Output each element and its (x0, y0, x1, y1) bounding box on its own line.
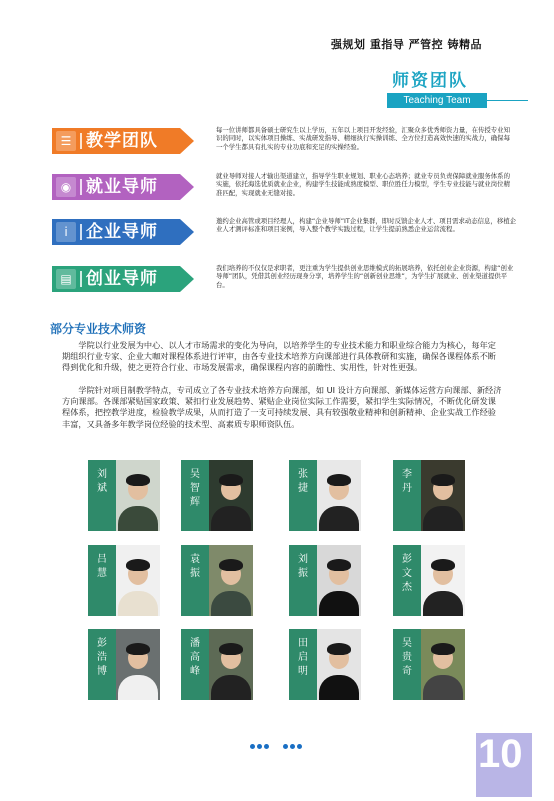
section-divider (476, 100, 528, 101)
category-tag (52, 174, 194, 200)
people-icon: ◉ (56, 177, 76, 197)
category-description: 每一位讲师都具备硕士研究生以上学历，五年以上项目开发经验，汇聚众多优秀师资力量，在传授专业知识的同时，以实体项目操练、实战研发指导、精细执行实操训练、全方位打造高效快速的实战力，确保每一个学生都具有扎实的专业功底和充足的实操经验。 (216, 126, 510, 151)
teacher-photo (289, 460, 361, 531)
teacher-name: 彭文杰 (402, 554, 412, 593)
teacher-photo (393, 629, 465, 700)
category-tag (52, 128, 194, 154)
header-motto: 强规划 重指导 严管控 铸精品 (331, 38, 482, 51)
category-employment (52, 170, 522, 210)
staff-paragraph-1: 学院以行业发展为中心、以人才市场需求的变化为导向，以培养学生的专业技术能力和职业综合能力为核心，每年定期组织行业专家、企业大咖对课程体系进行评审，由各专业技术培养方向课部进行具体教研和实施，确保各课程体系不断得到优化和升级，使之更符合行业、市场发展需求，确保课程内容的前瞻性、实用性，针对性更强。 (62, 340, 496, 373)
category-label: 就业导师 (86, 177, 158, 197)
teacher-name: 张捷 (298, 469, 308, 494)
category-tag (52, 219, 194, 245)
teacher-photo (289, 629, 361, 700)
category-startup (52, 262, 522, 302)
teacher-name: 潘高峰 (190, 638, 200, 677)
category-description: 就业导师对接人才输出渠道建立，指导学生职业规划、职业心态培养；就业专员负责保障就业服务体系的实施，依托海选优质就业企业，构建学生技能成熟度模型、职位胜任力模型，学生专业技能与就业岗位精准匹配，实现就业无缝对接。 (216, 172, 510, 197)
section-subtitle: Teaching Team (387, 93, 487, 108)
page-number: 10 (478, 732, 523, 776)
category-description: 邀约企业高管或项目经理人，构建“企业导师”IT企业集群，即时反馈企业人才、项目需求动态信息，移植企业人才测评标准和项目案例，导入整个教学实践过程，让学生提前熟悉企业运营流程。 (216, 217, 516, 234)
teacher-name: 刘斌 (97, 469, 107, 494)
teacher-photo (289, 545, 361, 616)
teacher-photo (88, 545, 160, 616)
teacher-name: 刘振 (298, 554, 308, 579)
category-label: 创业导师 (86, 269, 158, 289)
staff-heading: 部分专业技术师资 (50, 322, 147, 336)
teacher-photo (181, 545, 253, 616)
teacher-photo (88, 629, 160, 700)
teacher-photo (181, 629, 253, 700)
teacher-photo (88, 460, 160, 531)
teacher-name: 彭浩博 (97, 638, 107, 677)
teacher-photo (393, 460, 465, 531)
category-teaching (52, 124, 522, 164)
teacher-name: 李丹 (402, 469, 412, 494)
teacher-name: 吕慧 (97, 554, 107, 579)
category-label: 企业导师 (86, 222, 158, 242)
group-icon: ▤ (56, 269, 76, 289)
category-tag (52, 266, 194, 292)
category-label: 教学团队 (86, 131, 158, 151)
info-icon: i (56, 222, 76, 242)
section-title: 师资团队 (392, 71, 468, 91)
teacher-name: 吴智辉 (190, 469, 200, 508)
teacher-photo (181, 460, 253, 531)
category-enterprise (52, 215, 522, 255)
teacher-name: 吴贵奇 (402, 638, 412, 677)
teacher-name: 袁振 (190, 554, 200, 579)
book-icon: ☰ (56, 131, 76, 151)
staff-paragraph-2: 学院针对项目制教学特点，专司成立了各专业技术培养方向课部，如 UI 设计方向课部、新媒体运营方向课部、新经济方向课部。各课部紧贴国家政策、紧扣行业发展趋势、紧贴企业岗位实际工作需要，紧扣学生实际情况，不断优化研发课程体系，把控教学进度，检验教学成果，从而打造了一支可持续发展、具有较强敬业精神和创新精神、企业实战工作经验丰富，又具备多年教学岗位经验的技术型、高素质专职师资队伍。 (62, 385, 502, 429)
page-indicator-dots (250, 734, 304, 753)
category-description: 我们培养的不仅仅是求职者，更注重为学生提供创业思维模式的拓展培养，依托创业企业资源，构建“创业导师”团队，凭借其创业经历现身分享，培养学生的“创新创业思维”，为学生扩展就业、创业渠道提供平台。 (216, 264, 514, 289)
teacher-photo (393, 545, 465, 616)
teacher-name: 田启明 (298, 638, 308, 677)
